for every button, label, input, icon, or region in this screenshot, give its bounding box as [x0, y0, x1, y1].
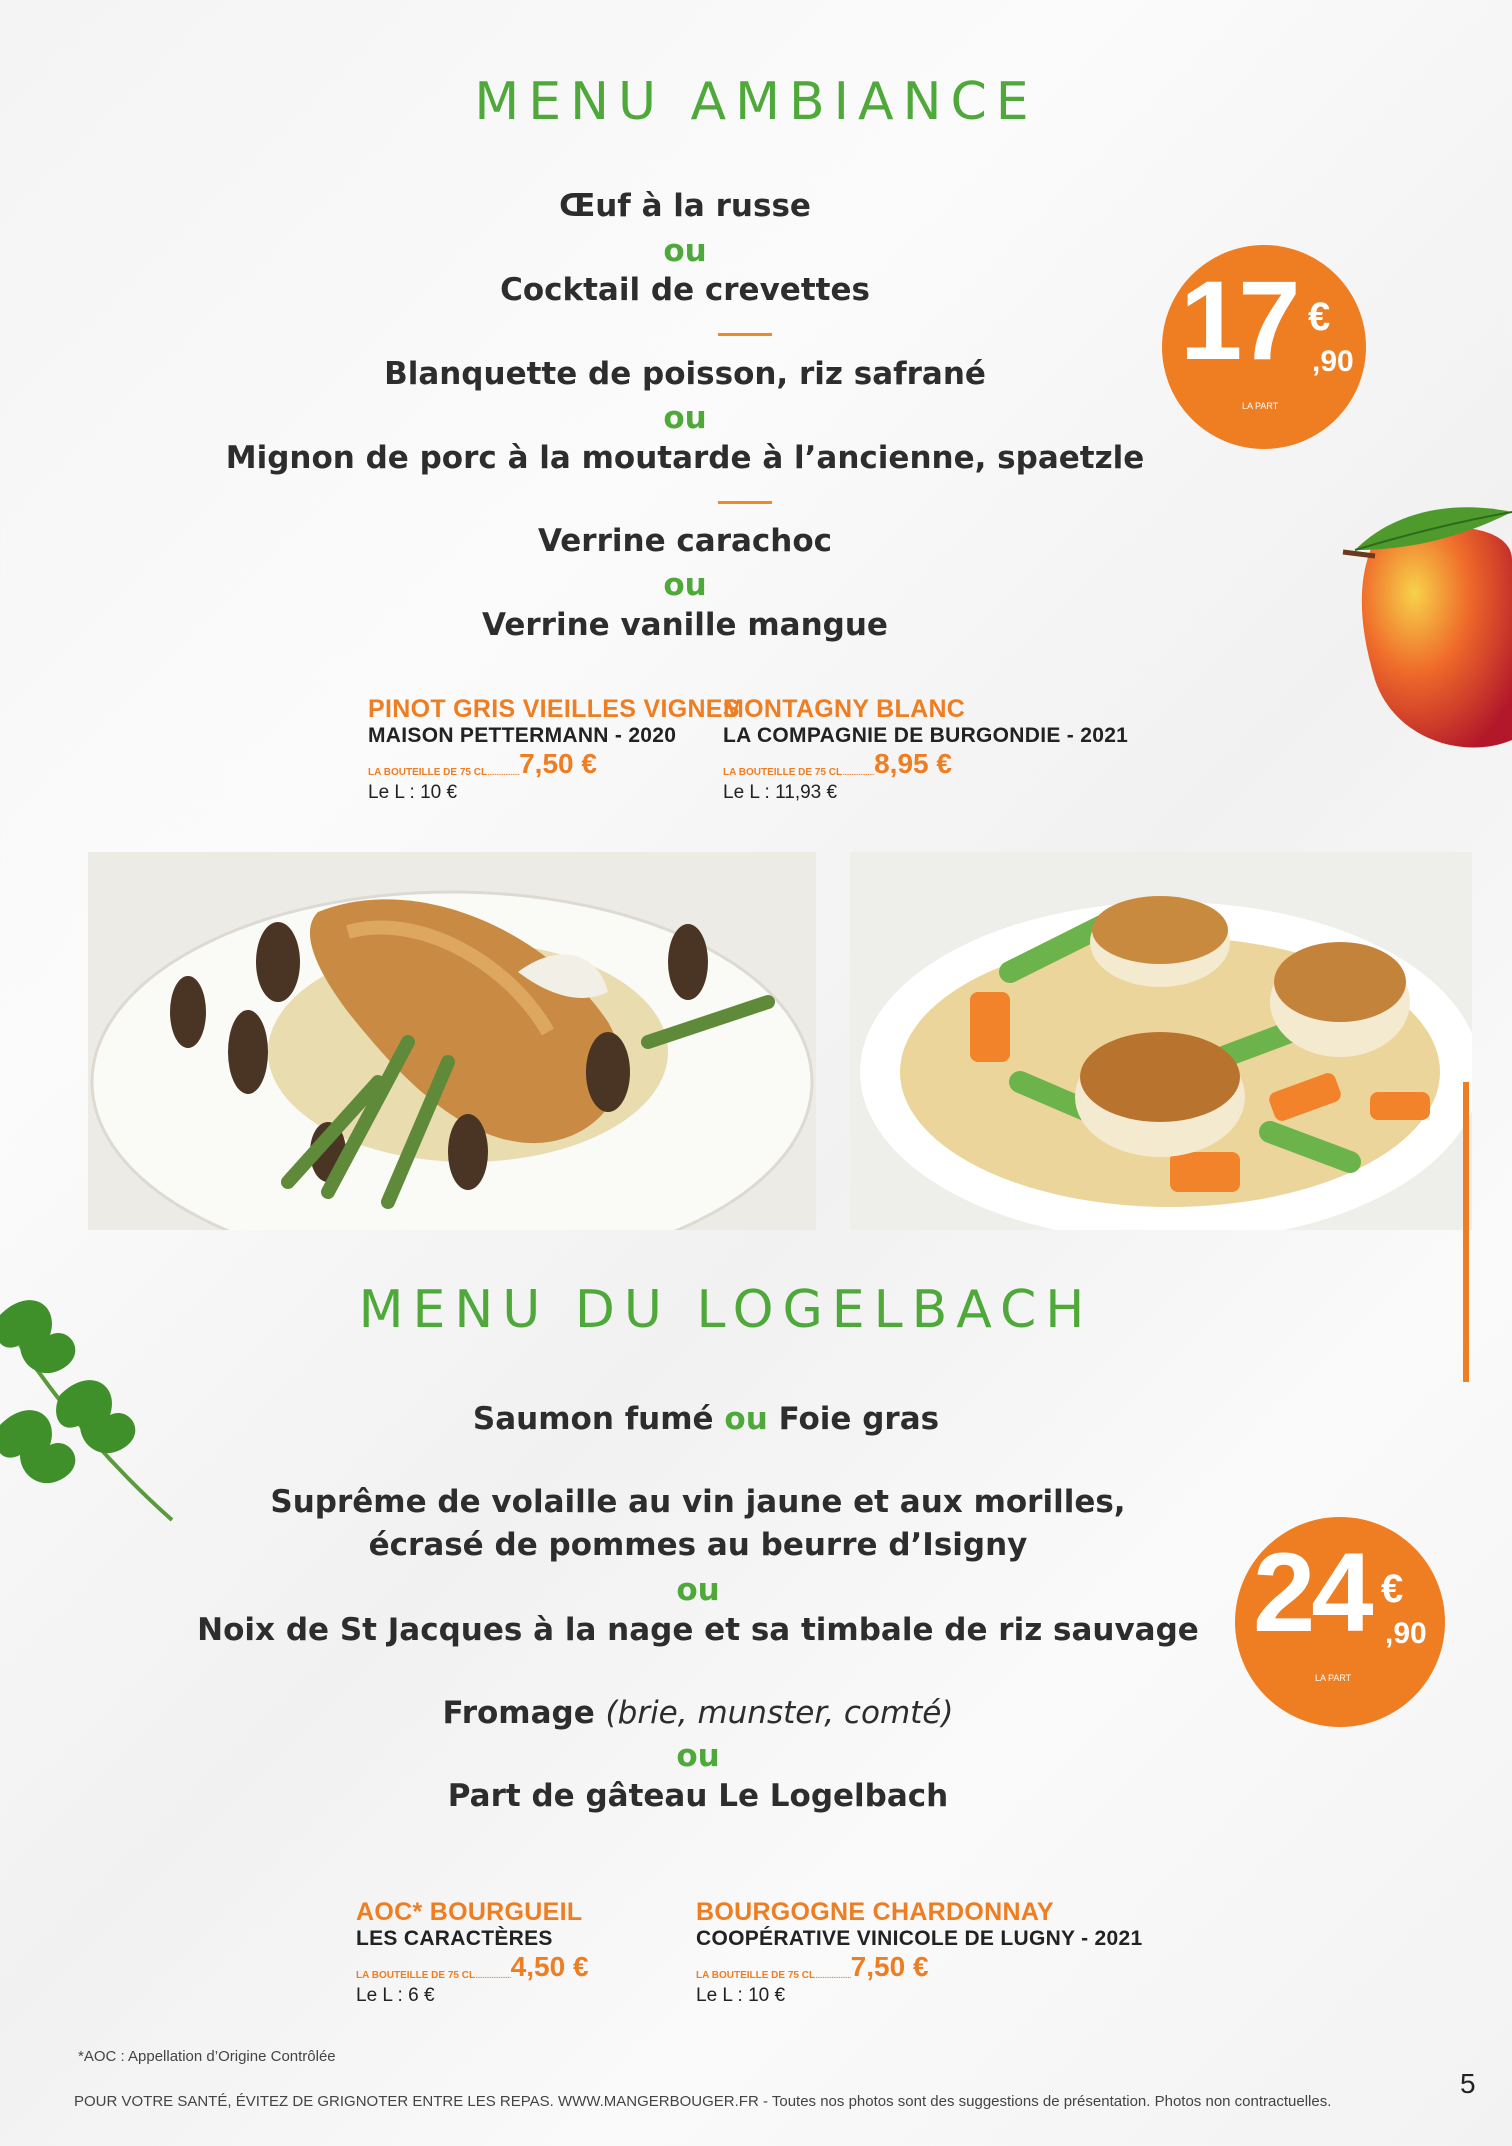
- bottle-size: LA BOUTEILLE DE 75 CL: [696, 1970, 816, 1981]
- cheese-detail: (brie, munster, comté): [605, 1695, 954, 1731]
- or-separator: ou: [676, 1738, 720, 1774]
- or-separator: ou: [663, 567, 707, 603]
- or-separator: ou: [663, 233, 707, 269]
- price-cents: ,90: [1385, 1617, 1427, 1650]
- or-separator: ou: [676, 1572, 720, 1608]
- course-divider: [718, 501, 772, 504]
- dessert: Part de gâteau Le Logelbach: [447, 1778, 949, 1814]
- price-per-litre: Le L : 10 €: [696, 1985, 786, 2006]
- wine-producer: COOPÉRATIVE VINICOLE DE LUGNY - 2021: [696, 1927, 1143, 1950]
- legal-notice: POUR VOTRE SANTÉ, ÉVITEZ DE GRIGNOTER ENTRE LES REPAS. WWW.MANGERBOUGER.FR - Toutes nos photos sont des suggestions de présentation. Photos non contractuelles.: [74, 2093, 1332, 2110]
- chicken-morels-photo: [88, 852, 816, 1230]
- price-badge: [1235, 1517, 1445, 1727]
- main-a: Blanquette de poisson, riz safrané: [384, 356, 986, 392]
- wine-price: 7,50 €: [850, 1951, 929, 1982]
- wine-producer: LA COMPAGNIE DE BURGONDIE - 2021: [723, 724, 1129, 747]
- wine-name: PINOT GRIS VIEILLES VIGNES: [368, 695, 740, 723]
- dot-leader: ....................: [815, 1970, 851, 1981]
- wine-item: [696, 1898, 1142, 2007]
- or-separator: ou: [724, 1401, 768, 1437]
- wine-name: BOURGOGNE CHARDONNAY: [696, 1898, 1054, 1926]
- wine-item: [356, 1898, 589, 2007]
- starter-b: Foie gras: [778, 1401, 940, 1437]
- wine-name: AOC* BOURGUEIL: [356, 1898, 583, 1926]
- wine-producer: MAISON PETTERMANN - 2020: [368, 724, 677, 747]
- bottle-size: LA BOUTEILLE DE 75 CL: [356, 1970, 476, 1981]
- main-b: Noix de St Jacques à la nage et sa timbale de riz sauvage: [197, 1612, 1199, 1648]
- dot-leader: ..................: [842, 767, 875, 778]
- main-b: Mignon de porc à la moutarde à l’ancienne, spaetzle: [225, 440, 1145, 476]
- mango-illustration: [1335, 500, 1512, 760]
- dessert-b: Verrine vanille mangue: [482, 607, 888, 643]
- price-per-litre: Le L : 11,93 €: [723, 782, 838, 803]
- main-a-line2: écrasé de pommes au beurre d’Isigny: [368, 1527, 1028, 1563]
- bottle-size: LA BOUTEILLE DE 75 CL: [723, 767, 843, 778]
- scallops-photo: [850, 852, 1472, 1230]
- euro-symbol: €: [1381, 1567, 1404, 1611]
- starter-a: Saumon fumé: [472, 1401, 714, 1437]
- bottle-size: LA BOUTEILLE DE 75 CL: [368, 767, 488, 778]
- aoc-footnote: *AOC : Appellation d’Origine Contrôlée: [78, 2048, 336, 2065]
- price-integer: 17: [1180, 258, 1297, 383]
- menu-ambiance-title: MENU AMBIANCE: [474, 72, 1038, 132]
- price-cents: ,90: [1312, 345, 1354, 378]
- or-separator: ou: [663, 400, 707, 436]
- price-badge: [1162, 245, 1366, 449]
- wine-name: MONTAGNY BLANC: [723, 695, 966, 723]
- cheese: Fromage: [442, 1695, 595, 1731]
- main-a-line1: Suprême de volaille au vin jaune et aux morilles,: [270, 1484, 1126, 1520]
- course-divider: [718, 333, 772, 336]
- dessert-a: Verrine carachoc: [537, 523, 833, 559]
- starter-b: Cocktail de crevettes: [500, 272, 870, 308]
- price-per-litre: Le L : 6 €: [356, 1985, 435, 2006]
- page-number: 5: [1460, 2068, 1476, 2099]
- wine-producer: LES CARACTÈRES: [356, 1927, 553, 1950]
- price-per-litre: Le L : 10 €: [368, 782, 458, 803]
- euro-symbol: €: [1308, 295, 1331, 339]
- starter-line: [0, 1401, 1512, 1437]
- price-integer: 24: [1253, 1530, 1370, 1655]
- wine-price: 8,95 €: [874, 748, 952, 779]
- wine-item: [368, 695, 740, 804]
- price-unit: LA PART: [1242, 401, 1279, 411]
- starter-a: Œuf à la russe: [559, 188, 811, 224]
- dot-leader: ..................: [487, 767, 520, 778]
- wine-item: [723, 695, 1128, 804]
- price-unit: LA PART: [1315, 1673, 1352, 1683]
- wine-price: 4,50 €: [510, 1951, 589, 1982]
- wine-price: 7,50 €: [519, 748, 597, 779]
- menu-logelbach-title: MENU DU LOGELBACH: [358, 1280, 1094, 1340]
- dot-leader: ....................: [475, 1970, 511, 1981]
